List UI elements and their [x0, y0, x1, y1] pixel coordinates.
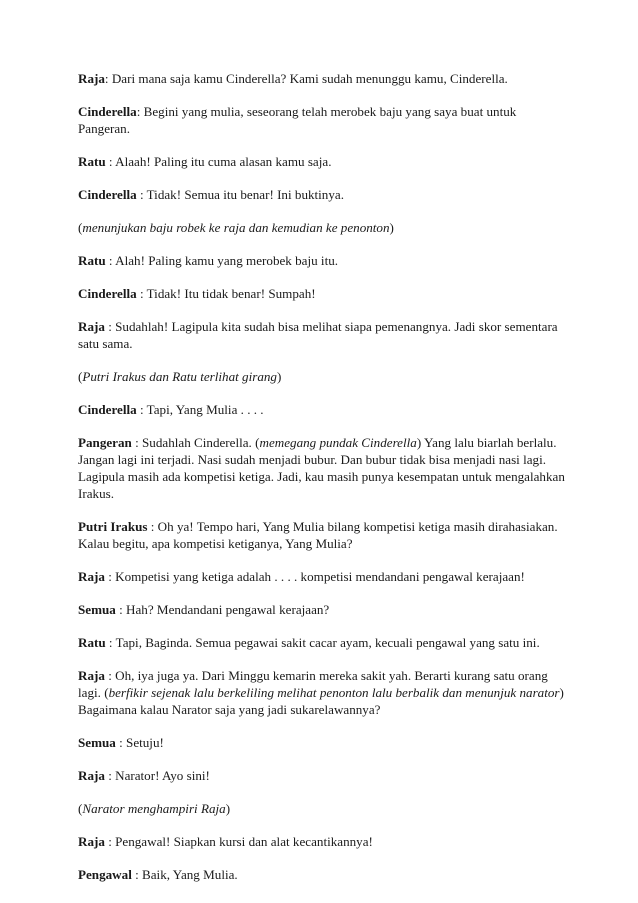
dialogue-text: Yang lalu biarlah berlalu. Jangan lagi ini terjadi. Nasi sudah menjadi bubur. Dan bubur tidak bisa menjadi nasi lagi. Lagipula masih ada kompetisi ketiga. Jadi, kau masih punya kesempatan untuk mengalahkan Irakus.: [78, 435, 565, 501]
speaker-separator: :: [136, 286, 147, 301]
stage-direction: (Putri Irakus dan Ratu terlihat girang): [78, 369, 282, 384]
dialogue-line: [78, 285, 568, 302]
dialogue-text: Baik, Yang Mulia.: [142, 867, 238, 882]
speaker-separator: :: [104, 768, 116, 783]
speaker-name: Semua: [78, 602, 116, 617]
speaker-separator: :: [115, 602, 127, 617]
speaker-name: Cinderella: [78, 402, 137, 417]
speaker-name: Semua: [78, 735, 116, 750]
dialogue-text: Narator! Ayo sini!: [115, 768, 210, 783]
dialogue-line: [78, 568, 568, 585]
stage-direction: (menunjukan baju robek ke raja dan kemudian ke penonton): [78, 220, 394, 235]
dialogue-text: Bagaimana kalau Narator saja yang jadi sukarelawannya?: [78, 702, 381, 717]
dialogue-text: Kompetisi yang ketiga adalah . . . . kompetisi mendandani pengawal kerajaan!: [115, 569, 525, 584]
dialogue-text: Alah! Paling kamu yang merobek baju itu.: [115, 253, 339, 268]
speaker-separator: :: [136, 402, 147, 417]
speaker-name: Raja: [78, 668, 105, 683]
dialogue-text: Sudahlah! Lagipula kita sudah bisa melihat siapa pemenangnya. Jadi skor sementara satu sama.: [78, 319, 558, 351]
speaker-name: Putri Irakus: [78, 519, 148, 534]
speaker-separator: :: [131, 435, 143, 450]
dialogue-text: Tapi, Yang Mulia . . . .: [146, 402, 264, 417]
dialogue-line: [78, 601, 568, 618]
dialogue-line: [78, 518, 568, 552]
speaker-name: Ratu: [78, 154, 106, 169]
speaker-name: Raja: [78, 319, 105, 334]
speaker-separator: :: [104, 319, 116, 334]
speaker-separator: :: [104, 569, 116, 584]
dialogue-line: [78, 767, 568, 784]
dialogue-text: Dari mana saja kamu Cinderella? Kami sudah menunggu kamu, Cinderella.: [111, 71, 508, 86]
stage-direction-text: menunjukan baju robek ke raja dan kemudian ke penonton: [82, 220, 390, 235]
speaker-name: Raja: [78, 569, 105, 584]
dialogue-text: Tapi, Baginda. Semua pegawai sakit cacar ayam, kecuali pengawal yang satu ini.: [115, 635, 540, 650]
speaker-name: Ratu: [78, 635, 106, 650]
dialogue-line: [78, 634, 568, 651]
stage-direction-text: Narator menghampiri Raja: [82, 801, 226, 816]
speaker-name: Cinderella: [78, 286, 137, 301]
dialogue-line: [78, 833, 568, 850]
dialogue-text: Tidak! Itu tidak benar! Sumpah!: [146, 286, 316, 301]
dialogue-text: Begini yang mulia, seseorang telah merobek baju yang saya buat untuk Pangeran.: [78, 104, 517, 136]
speaker-name: Raja: [78, 768, 105, 783]
speaker-name: Cinderella: [78, 187, 137, 202]
dialogue-text: Sudahlah Cinderella.: [142, 435, 256, 450]
speaker-separator: :: [136, 104, 144, 119]
speaker-name: Pengawal: [78, 867, 132, 882]
dialogue-line: [78, 866, 568, 883]
inline-stage-direction: berfikir sejenak lalu berkeliling melihat penonton lalu berbalik dan menunjuk narator: [108, 685, 560, 700]
dialogue-text: Hah? Mendandani pengawal kerajaan?: [126, 602, 330, 617]
dialogue-line: [78, 734, 568, 751]
speaker-separator: :: [147, 519, 158, 534]
dialogue-text: Oh, iya juga ya. Dari Minggu kemarin mereka sakit yah. Berarti kurang satu orang lagi.: [78, 668, 548, 700]
inline-stage-direction: memegang pundak Cinderella: [259, 435, 417, 450]
speaker-name: Raja: [78, 71, 105, 86]
dialogue-text: Oh ya! Tempo hari, Yang Mulia bilang kompetisi ketiga masih dirahasiakan. Kalau begitu, apa kompetisi ketiganya, Yang Mulia?: [78, 519, 558, 551]
speaker-separator: :: [136, 187, 147, 202]
script-page: [78, 70, 568, 899]
dialogue-line: [78, 252, 568, 269]
speaker-name: Cinderella: [78, 104, 137, 119]
dialogue-text: Pengawal! Siapkan kursi dan alat kecantikannya!: [115, 834, 373, 849]
speaker-separator: :: [115, 735, 127, 750]
speaker-separator: :: [105, 635, 116, 650]
dialogue-line: [78, 401, 568, 418]
dialogue-text: Setuju!: [126, 735, 164, 750]
speaker-separator: :: [104, 834, 116, 849]
speaker-separator: :: [104, 668, 116, 683]
dialogue-line: [78, 70, 568, 87]
stage-direction: (Narator menghampiri Raja): [78, 801, 231, 816]
dialogue-line: [78, 318, 568, 352]
dialogue-line: [78, 153, 568, 170]
dialogue-line: Pangeran : Sudahlah Cinderella. (memegang pundak Cinderella) Yang lalu biarlah berlalu. Jangan lagi ini terjadi. Nasi sudah menjadi bubur. Dan bubur tidak bisa menjadi nasi lagi. Lagipula masih ada kompetisi ketiga. Jadi, kau masih punya kesempatan untuk mengalahkan Irakus.: [78, 435, 565, 501]
dialogue-text: Alaah! Paling itu cuma alasan kamu saja.: [115, 154, 332, 169]
speaker-separator: :: [105, 253, 116, 268]
dialogue-text: Tidak! Semua itu benar! Ini buktinya.: [146, 187, 344, 202]
dialogue-line: [78, 103, 568, 137]
speaker-separator: :: [104, 71, 112, 86]
speaker-name: Ratu: [78, 253, 106, 268]
speaker-separator: :: [105, 154, 116, 169]
speaker-separator: :: [131, 867, 143, 882]
speaker-name: Pangeran: [78, 435, 132, 450]
dialogue-line: [78, 186, 568, 203]
stage-direction-text: Putri Irakus dan Ratu terlihat girang: [82, 369, 277, 384]
dialogue-line: Raja : Oh, iya juga ya. Dari Minggu kemarin mereka sakit yah. Berarti kurang satu orang lagi. (berfikir sejenak lalu berkeliling melihat penonton lalu berbalik dan menunjuk narator) Bagaimana kalau Narator saja yang jadi sukarelawannya?: [78, 668, 564, 717]
speaker-name: Raja: [78, 834, 105, 849]
